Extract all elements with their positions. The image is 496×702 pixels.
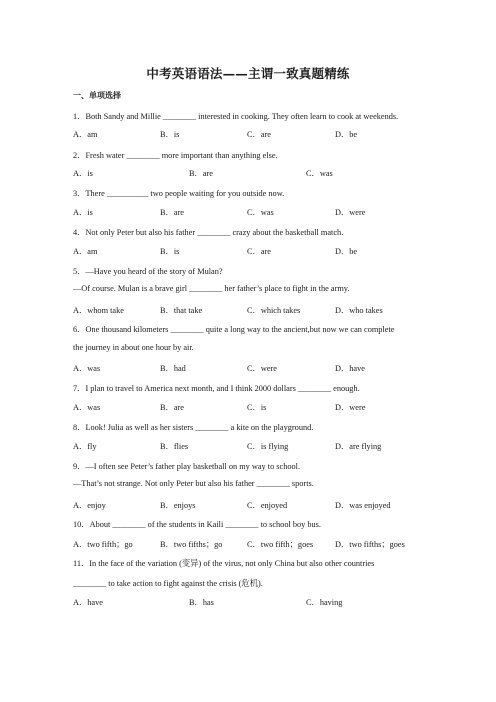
question-6-option-d: D．have [335,364,365,373]
question-4-option-d: D．be [335,247,358,256]
question-2-stem: 2．Fresh water ________ more important than anything else. [73,151,278,160]
question-9-stem-continued: —That’s not strange. Not only Peter but also his father ________ sports. [73,479,314,488]
question-8-option-b: B．flies [160,442,189,451]
question-4-option-b: B．is [160,247,180,256]
question-10-option-a: A．two fifth；go [73,540,133,549]
question-8-option-a: A．fly [73,442,97,451]
question-11-option-a: A．have [73,598,103,607]
question-1-option-c: C．are [247,130,271,139]
question-5-option-b: B．that take [160,306,203,315]
question-1-stem: 1．Both Sandy and Millie ________ interested in cooking. They often learn to cook at weekends. [73,112,399,121]
question-10-option-c: C．two fifth；goes [247,540,314,549]
question-6-option-a: A．was [73,364,101,373]
question-9-stem: 9．—I often see Peter’s father play basketball on my way to school. [73,462,301,471]
question-6-stem-continued: the journey in about one hour by air. [73,343,194,352]
question-9-option-c: C．enjoyed [247,501,288,510]
question-4-option-a: A．am [73,247,98,256]
question-1-option-b: B．is [160,130,180,139]
question-10-option-b: B．two fifths；go [160,540,223,549]
question-7-option-c: C．is [247,403,267,412]
question-3-option-a: A．is [73,208,93,217]
question-9-option-b: B．enjoys [160,501,196,510]
section-heading: 一、单项选择 [73,91,121,100]
question-5-option-d: D．who takes [335,306,383,315]
question-10-option-d: D．two fifths；goes [335,540,405,549]
question-11-stem-continued: ________ to take action to fight against the crisis (危机). [73,579,263,588]
question-11-option-c: C．having [306,598,343,607]
question-9-option-a: A．enjoy [73,501,106,510]
question-2-option-c: C．was [306,169,333,178]
question-2-option-a: A．is [73,169,93,178]
question-6-stem: 6．One thousand kilometers ________ quite a long way to the ancient,but now we can complete [73,325,395,334]
question-3-option-d: D．were [335,208,366,217]
question-5-stem-continued: —Of course. Mulan is a brave girl ________ her father’s place to fight in the army. [73,284,350,293]
question-3-option-b: B．are [160,208,184,217]
question-5-option-a: A．whom take [73,306,124,315]
question-6-option-b: B．had [160,364,186,373]
question-7-stem: 7．I plan to travel to America next month, and I think 2000 dollars ________ enough. [73,384,360,393]
question-3-option-c: C．was [247,208,274,217]
question-1-option-d: D．be [335,130,358,139]
question-11-stem: 11．In the face of the variation (变异) of the virus, not only China but also other countries [73,559,375,568]
question-8-option-d: D．are flying [335,442,382,451]
question-8-stem: 8．Look! Julia as well as her sisters ________ a kite on the playground. [73,423,314,432]
question-5-stem: 5．—Have you heard of the story of Mulan? [73,267,223,276]
question-7-option-d: D．were [335,403,366,412]
question-7-option-a: A．was [73,403,101,412]
question-3-stem: 3．There __________ two people waiting for you outside now. [73,189,285,198]
page-title: 中考英语语法——主谓一致真题精练 [146,66,350,81]
question-4-option-c: C．are [247,247,271,256]
question-2-option-b: B．are [189,169,213,178]
question-6-option-c: C．were [247,364,277,373]
question-4-stem: 4．Not only Peter but also his father ________ crazy about the basketball match. [73,228,344,237]
question-9-option-d: D．was enjoyed [335,501,391,510]
question-11-option-b: B．has [189,598,214,607]
question-7-option-b: B．are [160,403,184,412]
question-5-option-c: C．which takes [247,306,301,315]
question-10-stem: 10．About ________ of the students in Kaili ________ to school boy bus. [73,520,321,529]
question-1-option-a: A．am [73,130,98,139]
question-8-option-c: C．is flying [247,442,289,451]
